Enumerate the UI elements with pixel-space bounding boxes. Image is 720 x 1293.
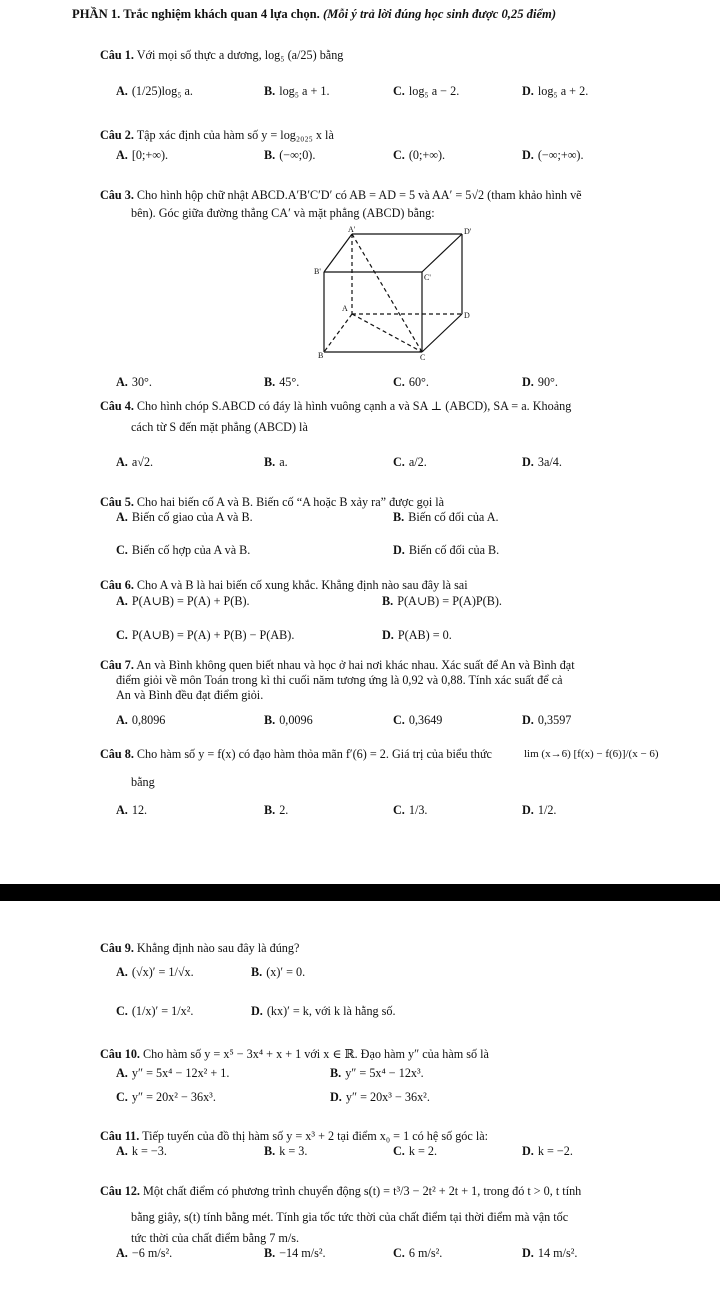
question-4 — [100, 399, 571, 414]
option-a[interactable] — [116, 375, 152, 390]
text: P(A∪B) = P(A)P(B). — [397, 594, 502, 608]
option-b[interactable] — [251, 965, 305, 980]
option-a[interactable] — [116, 1066, 229, 1081]
option-c[interactable] — [393, 1246, 442, 1261]
text: 0,8096 — [131, 713, 166, 727]
question-12-cont2: tức thời của chất điểm bằng 7 m/s. — [131, 1231, 300, 1245]
option-a[interactable] — [116, 594, 250, 609]
option-b[interactable] — [393, 510, 499, 525]
option-letter: A. — [116, 965, 128, 979]
option-letter: C. — [393, 375, 405, 389]
option-letter: C. — [393, 803, 405, 817]
option-b[interactable] — [264, 803, 288, 818]
option-d[interactable] — [251, 1004, 396, 1019]
option-letter: A. — [116, 375, 128, 389]
text: Một chất điểm có phương trình chuyển động s(t) = t³/3 − 2t² + 2t + 1, trong đó t > 0, t tính — [143, 1184, 582, 1198]
text: [0;+∞). — [131, 148, 169, 162]
option-d[interactable] — [382, 628, 452, 643]
text: (0;+∞). — [408, 148, 446, 162]
option-c[interactable] — [393, 713, 442, 728]
option-d[interactable] — [522, 148, 584, 163]
option-letter: Câu 3. — [100, 188, 134, 202]
option-d[interactable] — [522, 1144, 573, 1159]
question-8-cont: bằng — [131, 775, 155, 789]
option-a[interactable] — [116, 965, 194, 980]
text: Cho A và B là hai biến cố xung khắc. Khẳng định nào sau đây là sai — [136, 578, 468, 592]
text: a. — [279, 455, 288, 469]
text: 2. — [279, 803, 289, 817]
label-b1: B' — [314, 267, 321, 276]
option-letter: D. — [522, 803, 534, 817]
option-d[interactable] — [522, 375, 558, 390]
option-c[interactable] — [393, 375, 429, 390]
option-letter: D. — [522, 84, 534, 98]
question-7-cont2: An và Bình đều đạt điểm giỏi. — [116, 688, 264, 702]
option-letter: A. — [116, 594, 128, 608]
text: 90°. — [537, 375, 558, 389]
text: 45°. — [279, 375, 300, 389]
option-d[interactable] — [522, 803, 556, 818]
option-a[interactable] — [116, 1144, 167, 1159]
option-d[interactable] — [330, 1090, 430, 1105]
text: Biến cố hợp của A và B. — [131, 543, 251, 557]
heading-title: PHẦN 1. Trắc nghiệm khách quan 4 lựa chọn. — [72, 7, 320, 21]
option-letter: B. — [264, 803, 276, 817]
option-d[interactable] — [522, 713, 571, 728]
text: k = −2. — [537, 1144, 573, 1158]
question-12 — [100, 1184, 581, 1199]
option-c[interactable] — [393, 1144, 437, 1159]
text: 12. — [131, 803, 148, 817]
option-b[interactable] — [382, 594, 502, 609]
option-b[interactable] — [264, 148, 315, 163]
option-letter: B. — [264, 455, 276, 469]
text: Cho hàm số y = f(x) có đạo hàm thỏa mãn f′(6) = 2. Giá trị của biểu thức — [136, 747, 492, 761]
question-7-cont: điểm giỏi về môn Toán trong kì thi cuối năm tương ứng là 0,92 và 0,88. Tính xác suất để cả — [116, 673, 563, 687]
option-letter: Câu 7. — [100, 658, 134, 672]
option-letter: A. — [116, 1246, 128, 1260]
option-letter: A. — [116, 455, 128, 469]
option-letter: B. — [264, 713, 276, 727]
question-10 — [100, 1047, 489, 1062]
option-a[interactable] — [116, 84, 193, 99]
text: Biến cố đối của A. — [408, 510, 499, 524]
question-5 — [100, 495, 444, 510]
label-c: C — [420, 353, 426, 360]
text: P(A∪B) = P(A) + P(B) − P(AB). — [131, 628, 295, 642]
text: log₅ a + 2. — [537, 84, 589, 98]
text: Biến cố giao của A và B. — [131, 510, 253, 524]
text: (kx)′ = k, với k là hằng số. — [266, 1004, 396, 1018]
label-d1: D' — [464, 227, 472, 236]
text: 0,3649 — [408, 713, 443, 727]
text: (1/x)′ = 1/x². — [131, 1004, 194, 1018]
text: (−∞;0). — [279, 148, 316, 162]
option-letter: C. — [393, 148, 405, 162]
option-letter: C. — [116, 1090, 128, 1104]
option-letter: D. — [522, 148, 534, 162]
option-b[interactable] — [264, 713, 313, 728]
label-a1: A' — [348, 225, 356, 234]
text: 3a/4. — [537, 455, 562, 469]
text: P(A∪B) = P(A) + P(B). — [131, 594, 250, 608]
question-label: Câu 1. — [100, 48, 134, 62]
option-c[interactable] — [116, 543, 250, 558]
question-9 — [100, 941, 299, 956]
text: y″ = 5x⁴ − 12x³. — [345, 1066, 424, 1080]
text: Cho hai biến cố A và B. Biến cố “A hoặc B xảy ra” được gọi là — [136, 495, 445, 509]
option-letter: B. — [264, 84, 276, 98]
text: Cho hình hộp chữ nhật ABCD.A′B′C′D′ có AB = AD = 5 và AA′ = 5√2 (tham khảo hình vẽ — [136, 188, 582, 202]
text: 1/3. — [408, 803, 428, 817]
text: (1/25)log₅ a. — [131, 84, 193, 98]
text: Tiếp tuyến của đồ thị hàm số y = x³ + 2 tại điểm x₀ = 1 có hệ số góc là: — [142, 1129, 489, 1143]
section-heading — [72, 7, 556, 22]
option-letter: D. — [522, 375, 534, 389]
option-letter: D. — [522, 1144, 534, 1158]
text: 30°. — [131, 375, 152, 389]
label-b: B — [318, 351, 324, 360]
option-letter: B. — [330, 1066, 342, 1080]
question-2 — [100, 128, 334, 143]
option-c[interactable] — [393, 803, 427, 818]
option-a[interactable] — [116, 510, 253, 525]
box-figure — [312, 224, 472, 360]
question-3 — [100, 188, 582, 203]
option-b[interactable] — [264, 455, 288, 470]
option-b[interactable] — [330, 1066, 424, 1081]
option-d[interactable] — [393, 543, 499, 558]
option-a[interactable] — [116, 713, 165, 728]
option-b[interactable] — [264, 375, 299, 390]
option-d[interactable] — [522, 1246, 577, 1261]
label-c1: C' — [424, 273, 431, 282]
option-letter: C. — [116, 543, 128, 557]
limit-expression: lim (x→6) [f(x) − f(6)]/(x − 6) — [524, 748, 659, 760]
text: 0,0096 — [279, 713, 313, 727]
option-letter: D. — [522, 1246, 534, 1260]
text: (−∞;+∞). — [537, 148, 584, 162]
option-a[interactable] — [116, 803, 147, 818]
text: y″ = 20x² − 36x³. — [131, 1090, 216, 1104]
text: Khẳng định nào sau đây là đúng? — [136, 941, 300, 955]
option-letter: Câu 9. — [100, 941, 134, 955]
text: log₅ a + 1. — [279, 84, 330, 98]
option-letter: Câu 12. — [100, 1184, 140, 1198]
option-letter: D. — [251, 1004, 263, 1018]
text: (√x)′ = 1/√x. — [131, 965, 194, 979]
text: −6 m/s². — [131, 1246, 173, 1260]
option-a[interactable] — [116, 455, 153, 470]
question-8 — [100, 747, 492, 762]
option-letter: C. — [116, 1004, 128, 1018]
option-letter: D. — [382, 628, 394, 642]
option-c[interactable] — [393, 148, 445, 163]
option-letter: C. — [393, 84, 405, 98]
option-letter: A. — [116, 713, 128, 727]
option-letter: B. — [264, 1144, 276, 1158]
text: Cho hình chóp S.ABCD có đáy là hình vuông cạnh a và SA ⊥ (ABCD), SA = a. Khoảng — [136, 399, 572, 413]
option-letter: C. — [393, 1246, 405, 1260]
option-b[interactable] — [264, 1144, 307, 1159]
text: Tập xác định của hàm số y = log₂₀₂₅ x là — [136, 128, 334, 142]
text: k = 2. — [408, 1144, 438, 1158]
question-12-cont: bằng giây, s(t) tính bằng mét. Tính gia tốc tức thời của chất điểm tại thời điểm mà vận tốc — [131, 1210, 569, 1224]
option-letter: C. — [393, 455, 405, 469]
option-letter: Câu 2. — [100, 128, 134, 142]
option-letter: A. — [116, 510, 128, 524]
option-c[interactable] — [116, 1090, 216, 1105]
text: 60°. — [408, 375, 429, 389]
option-letter: B. — [264, 375, 276, 389]
question-4-cont: cách từ S đến mặt phẳng (ABCD) là — [131, 420, 308, 434]
option-c[interactable] — [393, 84, 459, 99]
option-letter: D. — [330, 1090, 342, 1104]
option-letter: B. — [382, 594, 394, 608]
question-1 — [100, 48, 343, 63]
text: 14 m/s². — [537, 1246, 578, 1260]
option-letter: C. — [393, 713, 405, 727]
heading-note: (Mỗi ý trả lời đúng học sinh được 0,25 điểm) — [322, 7, 557, 21]
option-letter: B. — [393, 510, 405, 524]
exam-page-2 — [0, 901, 720, 1293]
option-letter: B. — [251, 965, 263, 979]
option-letter: B. — [264, 148, 276, 162]
option-a[interactable] — [116, 148, 168, 163]
option-c[interactable] — [116, 1004, 193, 1019]
text: 0,3597 — [537, 713, 572, 727]
question-6 — [100, 578, 468, 593]
question-11 — [100, 1129, 488, 1144]
question-text: Với mọi số thực a dương, log₅ (a/25) bằng — [136, 48, 344, 62]
option-letter: Câu 11. — [100, 1129, 140, 1143]
question-3-cont: bên). Góc giữa đường thẳng CA′ và mặt phẳng (ABCD) bằng: — [131, 206, 435, 220]
option-letter: A. — [116, 1066, 128, 1080]
option-letter: A. — [116, 803, 128, 817]
option-d[interactable] — [522, 84, 588, 99]
option-letter: A. — [116, 84, 128, 98]
option-letter: Câu 4. — [100, 399, 134, 413]
option-letter: A. — [116, 1144, 128, 1158]
option-b[interactable] — [264, 84, 330, 99]
option-letter: Câu 6. — [100, 578, 134, 592]
text: An và Bình không quen biết nhau và học ở hai nơi khác nhau. Xác suất để An và Bình đạt — [136, 658, 575, 672]
option-letter: A. — [116, 148, 128, 162]
text: Cho hàm số y = x⁵ − 3x⁴ + x + 1 với x ∈ ℝ. Đạo hàm y″ của hàm số là — [143, 1047, 489, 1061]
question-7 — [100, 658, 575, 673]
text: k = 3. — [279, 1144, 308, 1158]
option-letter: Câu 10. — [100, 1047, 140, 1061]
option-d[interactable] — [522, 455, 562, 470]
option-a[interactable] — [116, 1246, 172, 1261]
text: y″ = 5x⁴ − 12x² + 1. — [131, 1066, 230, 1080]
text: (x)′ = 0. — [266, 965, 306, 979]
text: y″ = 20x³ − 36x². — [345, 1090, 430, 1104]
option-letter: C. — [393, 1144, 405, 1158]
option-letter: C. — [116, 628, 128, 642]
option-letter: Câu 5. — [100, 495, 134, 509]
text: 1/2. — [537, 803, 557, 817]
option-c[interactable] — [393, 455, 427, 470]
text: a/2. — [408, 455, 427, 469]
option-c[interactable] — [116, 628, 294, 643]
option-letter: D. — [522, 455, 534, 469]
option-b[interactable] — [264, 1246, 326, 1261]
text: log₅ a − 2. — [408, 84, 460, 98]
option-letter: D. — [522, 713, 534, 727]
label-d: D — [464, 311, 470, 320]
text: −14 m/s². — [279, 1246, 326, 1260]
text: P(AB) = 0. — [397, 628, 452, 642]
option-letter: B. — [264, 1246, 276, 1260]
label-a: A — [342, 304, 348, 313]
text: Biến cố đối của B. — [408, 543, 500, 557]
option-letter: D. — [393, 543, 405, 557]
text: 6 m/s². — [408, 1246, 443, 1260]
text: a√2. — [131, 455, 154, 469]
option-letter: Câu 8. — [100, 747, 134, 761]
text: k = −3. — [131, 1144, 167, 1158]
